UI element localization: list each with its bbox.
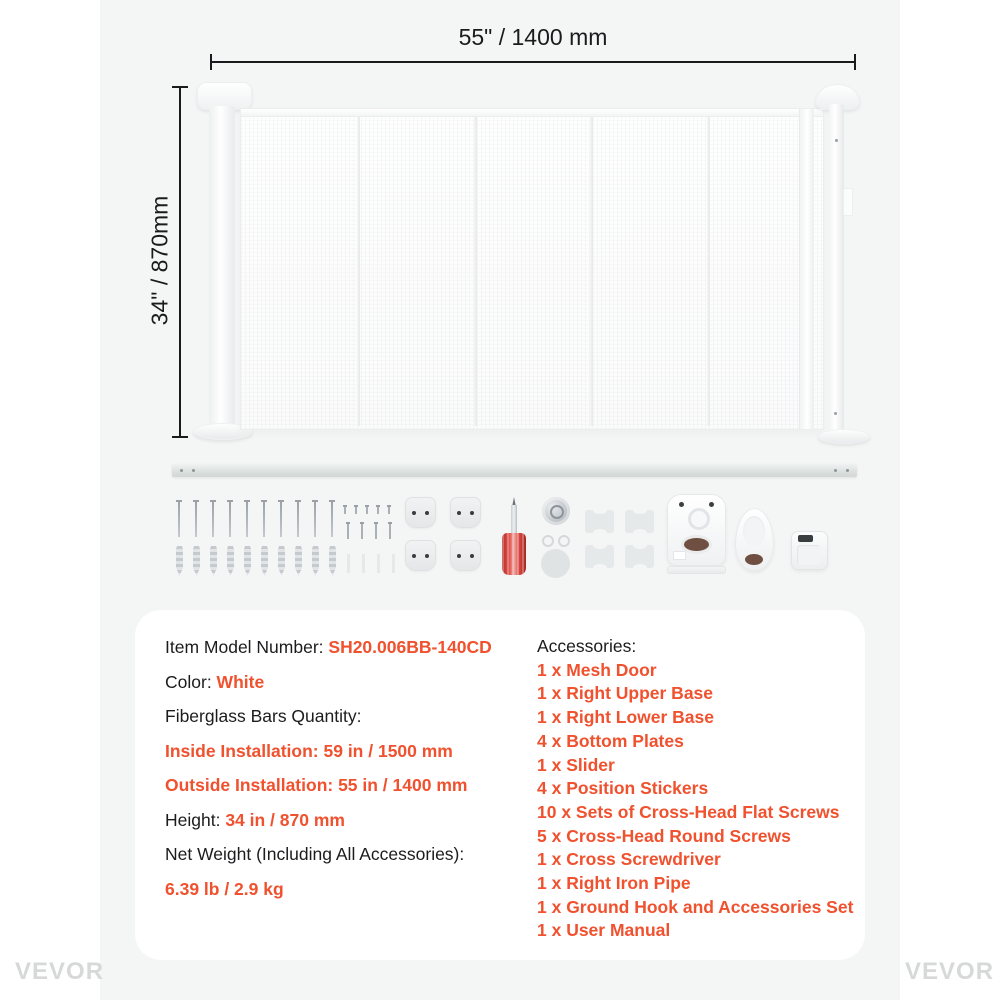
spec-row: Net Weight (Including All Accessories): <box>165 844 465 864</box>
ground-hook-set-icon <box>541 497 575 579</box>
position-stickers-icon <box>585 510 654 568</box>
accessory-item: 1 x Cross Screwdriver <box>537 849 721 870</box>
right-post-foot <box>818 429 870 444</box>
width-dimension-label: 55" / 1400 mm <box>458 24 608 50</box>
accessory-item: 4 x Bottom Plates <box>537 730 684 751</box>
spare-screws-icon <box>347 554 395 573</box>
vevor-logo: VEVOR <box>905 958 995 985</box>
mesh-seam <box>707 117 710 426</box>
spec-row: Outside Installation: 55 in / 1400 mm <box>165 775 468 795</box>
accessory-item: 1 x Slider <box>537 754 615 775</box>
round-screws-icon <box>344 505 390 514</box>
mesh-seam <box>474 117 477 426</box>
spec-panel <box>135 610 865 960</box>
slider-icon <box>791 531 828 570</box>
accessory-item: 1 x Ground Hook and Accessories Set <box>537 896 854 917</box>
right-lower-base-icon <box>735 508 774 571</box>
spec-row: 6.39 lb / 2.9 kg <box>165 878 284 899</box>
mesh-leading-edge <box>799 109 814 429</box>
accessory-item: 4 x Position Stickers <box>537 778 709 799</box>
accessory-item: 10 x Sets of Cross-Head Flat Screws <box>537 801 840 822</box>
height-dimension-line <box>179 86 181 438</box>
spec-row: Fiberglass Bars Quantity: <box>165 706 362 726</box>
bottom-plates-icon <box>405 497 481 571</box>
spec-row: Height: 34 in / 870 mm <box>165 809 345 830</box>
post-screw-dot <box>835 139 838 142</box>
accessory-item: 1 x Mesh Door <box>537 659 657 680</box>
latch-clip <box>843 188 853 216</box>
mesh-door-panel <box>240 108 824 430</box>
accessory-item: 1 x Right Lower Base <box>537 707 714 728</box>
spec-row: Item Model Number: SH20.006BB-140CD <box>165 637 492 657</box>
accessory-item: 1 x Right Iron Pipe <box>537 873 691 894</box>
accessory-item: 5 x Cross-Head Round Screws <box>537 825 791 846</box>
accessory-item: 1 x User Manual <box>537 920 671 941</box>
wall-anchors-icon <box>176 546 336 576</box>
width-dimension-line <box>210 61 856 63</box>
right-upper-base-icon <box>667 494 726 574</box>
height-dimension-label: 34" / 870mm <box>146 195 173 326</box>
mesh-seam <box>590 117 593 426</box>
cross-screwdriver-icon <box>500 497 528 575</box>
accessories-title: Accessories: <box>537 636 637 656</box>
round-screws-icon <box>347 522 391 539</box>
flat-screws-icon <box>178 500 333 537</box>
spec-row: Inside Installation: 59 in / 1500 mm <box>165 740 453 761</box>
mesh-seam <box>357 117 360 426</box>
iron-pipe-rail-icon <box>172 464 857 477</box>
post-screw-dot <box>834 412 837 415</box>
accessory-item: 1 x Right Upper Base <box>537 683 714 704</box>
spec-list <box>165 636 492 912</box>
spec-row: Color: White <box>165 671 265 692</box>
accessories-list <box>537 635 853 943</box>
left-post <box>209 106 235 430</box>
vevor-logo: VEVOR <box>15 958 105 985</box>
right-post <box>829 104 844 440</box>
